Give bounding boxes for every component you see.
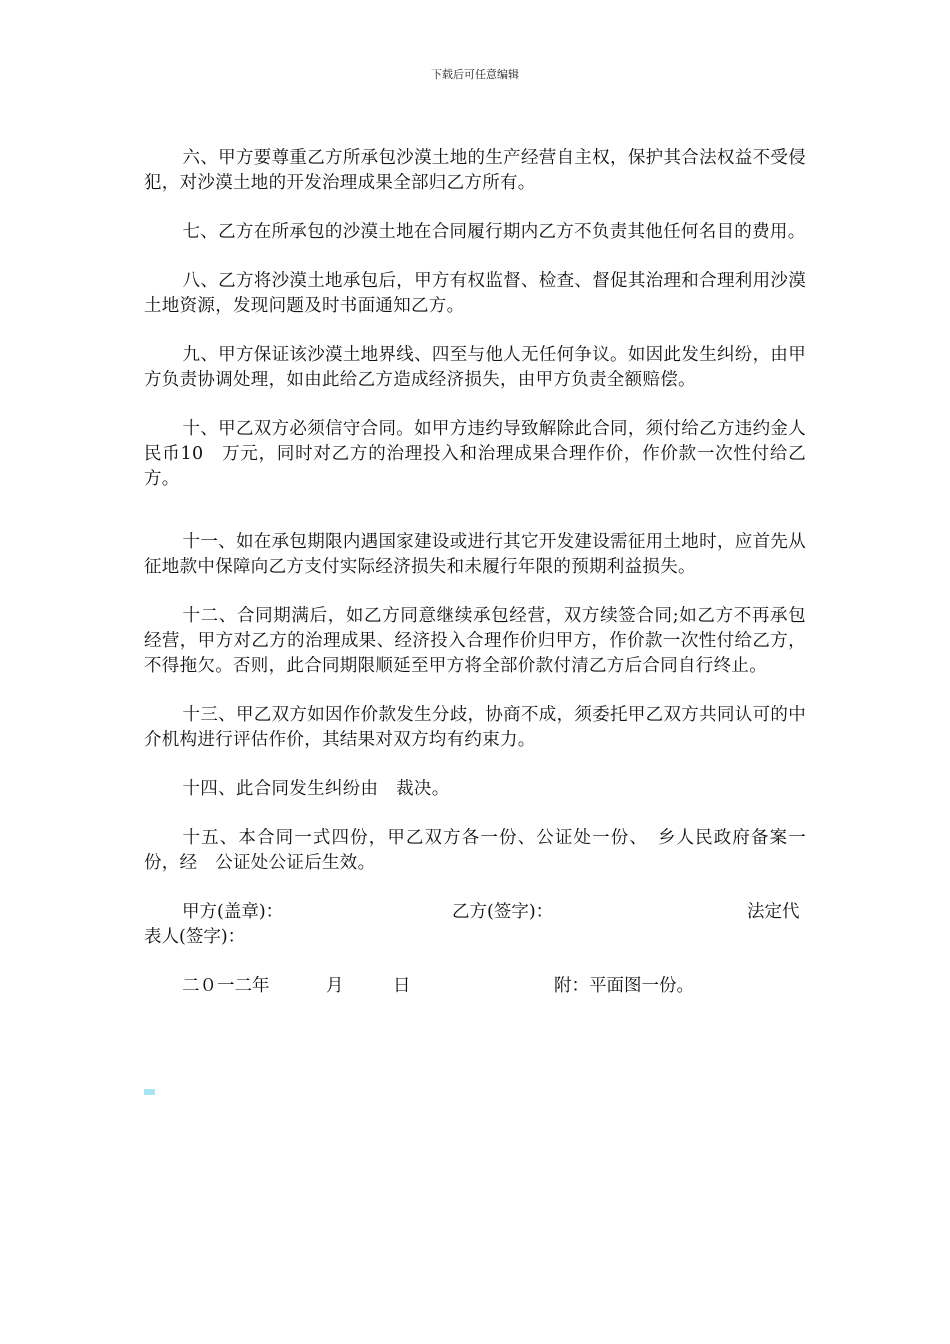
clause-9: 九、甲方保证该沙漠土地界线、四至与他人无任何争议。如因此发生纠纷，由甲方负责协调处理，如由此给乙方造成经济损失，由甲方负责全额赔偿。 bbox=[144, 345, 806, 390]
date-block bbox=[144, 974, 806, 999]
party-a-seal-label: 甲方(盖章)： bbox=[182, 902, 284, 922]
signature-block bbox=[144, 900, 806, 950]
text-cursor-marker bbox=[144, 1089, 155, 1095]
attachment-note: 附：平面图一份。 bbox=[554, 976, 694, 996]
clause-15: 十五、本合同一式四份，甲乙双方各一份、公证处一份、 乡人民政府备案一份，经 公证处公证后生效。 bbox=[144, 828, 806, 873]
date-year: 二０一二年 bbox=[182, 976, 270, 996]
clause-8: 八、乙方将沙漠土地承包后，甲方有权监督、检查、督促其治理和合理利用沙漠土地资源，发现问题及时书面通知乙方。 bbox=[144, 271, 806, 316]
clause-7: 七、乙方在所承包的沙漠土地在合同履行期内乙方不负责其他任何名目的费用。 bbox=[182, 222, 806, 242]
clause-14: 十四、此合同发生纠纷由 裁决。 bbox=[182, 779, 450, 799]
clause-10: 十、甲乙双方必须信守合同。如甲方违约导致解除此合同，须付给乙方违约金人民币10 万元，同时对乙方的治理投入和治理成果合理作价，作价款一次性付给乙方。 bbox=[144, 419, 806, 489]
clause-12: 十二、合同期满后，如乙方同意继续承包经营，双方续签合同;如乙方不再承包经营，甲方对乙方的治理成果、经济投入合理作价归甲方，作价款一次性付给乙方，不得拖欠。否则，此合同期限顺延至甲方将全部价款付清乙方后合同自行终止。 bbox=[144, 606, 806, 676]
date-day: 日 bbox=[393, 976, 411, 996]
contract-body bbox=[144, 146, 806, 999]
party-b-sign-label: 乙方(签字)： bbox=[452, 902, 554, 922]
date-month: 月 bbox=[326, 976, 344, 996]
legal-rep-label-part1: 法定代 bbox=[747, 902, 800, 922]
page-header-note: 下载后可任意编辑 bbox=[431, 68, 519, 81]
legal-rep-label-part2: 表人(签字)： bbox=[144, 927, 246, 947]
clause-13: 十三、甲乙双方如因作价款发生分歧，协商不成，须委托甲乙双方共同认可的中介机构进行评估作价，其结果对双方均有约束力。 bbox=[144, 705, 806, 750]
clause-11: 十一、如在承包期限内遇国家建设或进行其它开发建设需征用土地时，应首先从征地款中保障向乙方支付实际经济损失和未履行年限的预期利益损失。 bbox=[144, 532, 806, 577]
clause-6: 六、甲方要尊重乙方所承包沙漠土地的生产经营自主权，保护其合法权益不受侵犯，对沙漠土地的开发治理成果全部归乙方所有。 bbox=[144, 148, 806, 193]
